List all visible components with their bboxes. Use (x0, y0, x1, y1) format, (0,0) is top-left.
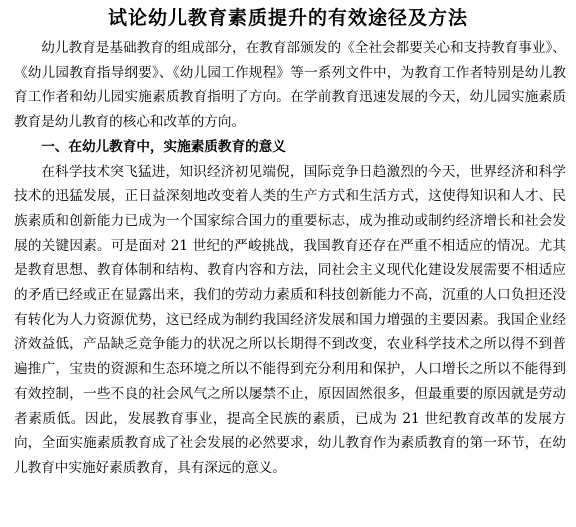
section-heading: 一、在幼儿教育中，实施素质教育的意义 (41, 138, 286, 155)
intro-paragraph: 幼儿教育是基础教育的组成部分，在教育部颁发的《全社会都要关心和支持教育事业》、《幼儿园教育指导纲要》、《幼儿园工作规程》等一系列文件中，为教育工作者特别是幼儿教育工作者和幼儿园实施素质教育指明了方向。在学前教育迅速发展的今天，幼儿园实施素质教育是幼儿教育的核心和改革的方向。 (14, 40, 566, 131)
document-title: 试论幼儿教育素质提升的有效途径及方法 (107, 7, 468, 29)
section-paragraph: 在科学技术突飞猛进，知识经济初见端倪，国际竞争日趋激烈的今天，世界经济和科学技术的迅猛发展，正日益深刻地改变着人类的生产方式和生活方式，这使得知识和人才、民族素质和创新能力已成为一个国家综合国力的重要标志，成为推动或制约经济增长和社会发展的关键因素。可是面对 21 世纪的严峻挑战，我国教育还存在严重不相适应的情况。尤其是教育思想、教育体制和结构、教育内容和方法，同社会主义现代化建设发展需要不相适应的矛盾已经或正在显露出来，我们的劳动力素质和科技创新能力不高，沉重的人口负担还没有转化为人力资源优势，这已经成为制约我国经济发展和国力增强的主要因素。我国企业经济效益低，产品缺乏竞争能力的状况之所以长期得不到改变，农业科学技术之所以得不到普遍推广，宝贵的资源和生态环境之所以不能得到充分利用和保护，人口增长之所以不能得到有效控制，一些不良的社会风气之所以屡禁不止，原因固然很多，但最重要的原因就是劳动者素质低。因此，发展教育事业，提高全民族的素质，已成为 21 世纪教育改革的发展方向，全面实施素质教育成了社会发展的必然要求，幼儿教育作为素质教育的第一环节，在幼儿教育中实施好素质教育，具有深远的意义。 (14, 163, 566, 476)
document-body (14, 36, 566, 481)
